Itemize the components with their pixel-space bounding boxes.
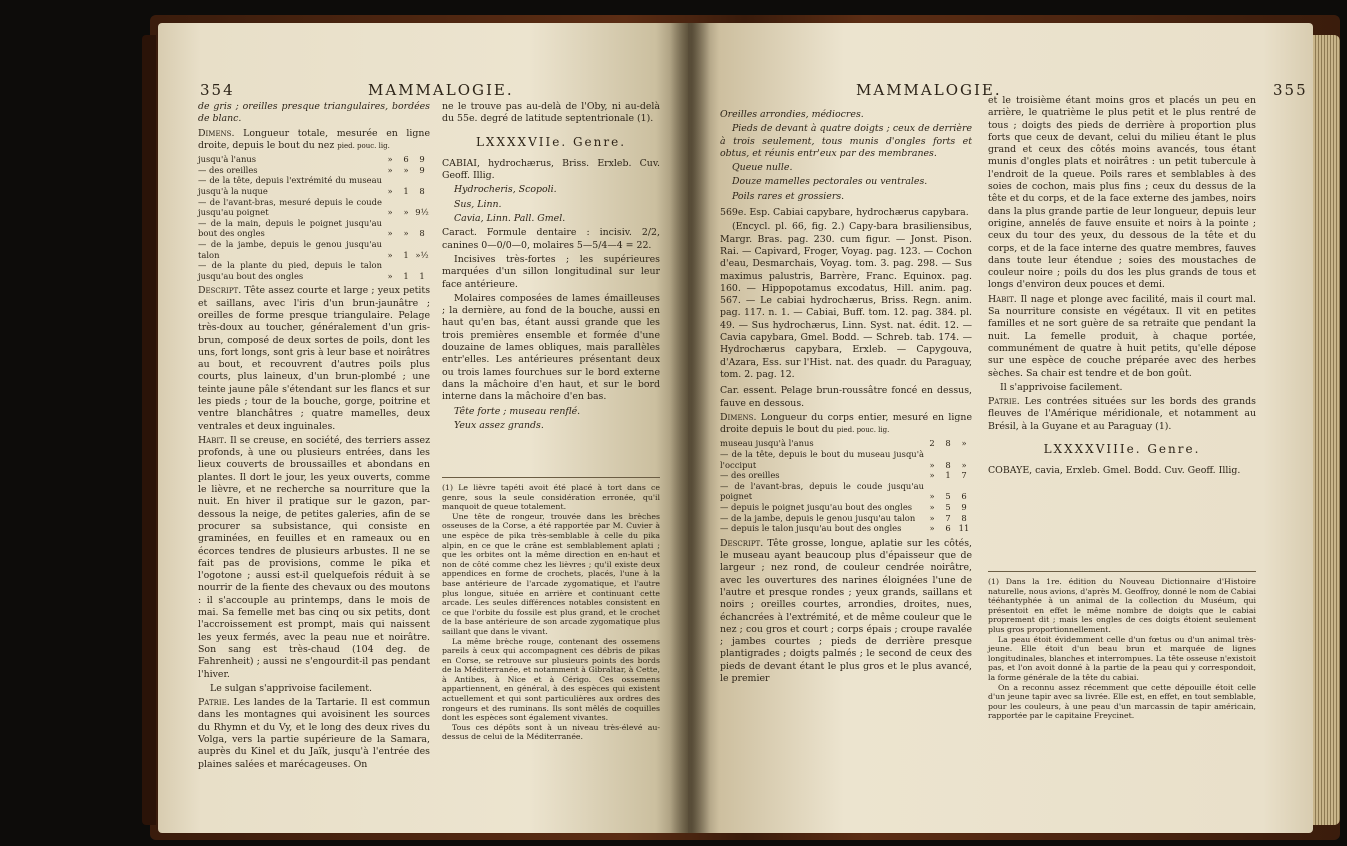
patrie-text: Les landes de la Tartarie. Il est commun dans les montagnes qui avoisinent les sources du Rhymn et du Vy, et le long des deux rives du Volga, vers la partie supérieure de la Samara, auprès du Kinel et du Jaïk, jusqu'à l'entrée des plaines salées et marécageuses. On — [198, 697, 430, 770]
patrie-label: Patrie. — [198, 697, 230, 709]
yeux-text: Yeux assez grands. — [454, 419, 544, 431]
right-footnote — [988, 577, 1256, 721]
mamelles-text: Douze mamelles pectorales ou ventrales. — [732, 176, 928, 188]
intro-text: de gris ; oreilles presque triangulaires, bordées de blanc. — [198, 101, 430, 125]
descript-label: Descript. — [720, 537, 764, 549]
table-row: — de la jambe, depuis le genou jusqu'au talon » 1 »½ — [198, 238, 429, 260]
footnote-paragraph: (1) Dans la 1re. édition du Nouveau Dictionnaire d'Histoire naturelle, nous avions, d'après M. Geoffroy, donné le nom de Cabiai tééhantyphée à un animal de la collection du Muséum, qui présentoit en effet le même nombre de doigts que le cabiai proprement dit ; mais les ongles de ces doigts étoient seulement plus gros proportionnellement. — [988, 577, 1256, 634]
right-page-number: 355 — [1273, 81, 1308, 99]
tame-text: Le sulgan s'apprivoise facilement. — [210, 682, 373, 694]
tame-text: Il s'apprivoise facilement. — [1000, 381, 1123, 393]
genre-title: LXXXXVIIe. Genre. — [475, 134, 627, 149]
open-book — [150, 15, 1340, 840]
table-row: — de la tête, depuis le bout du museau jusqu'à l'occiput » 8 » — [720, 449, 967, 470]
left-page-number: 354 — [200, 81, 235, 99]
right-running-head: MAMMALOGIE. — [856, 81, 1002, 99]
page-edges — [1310, 35, 1340, 825]
pieds-text: Pieds de devant à quatre doigts ; ceux de derrière à trois seulement, tous munis d'ongles forts et obtus, et réunis entr'eux par des membranes. — [720, 123, 972, 159]
gutter-shadow — [670, 23, 710, 833]
synonymy-text: (Encycl. pl. 66, fig. 2.) Capy-bara brasiliensibus, Margr. Bras. pag. 230. cum figur. — Jonst. Pison. Rai. — Capivard, Froger, Voyag. pag. 123. — Cochon d'eau, Desmarchais, Voyag. tom. 3. pag. 298. — Sus maximus palustris, Barrère, Franc. Equinox. pag. 160. — Hippopotamus excodatus, Hill. anim. pag. 567. — Le cabiai hydrochærus, Briss. Regn. anim. pag. 117. n. 1. — Cabiai, Buff. tom. 12. pag. 384. pl. 49. — Sus hydrochærus, Linn. Syst. nat. édit. 12. — Cavia capybara, Gmel. Bodd. — Schreb. tab. 174. — Hydrochærus capybara, Erxleb. — Capygouva, d'Azara, Ess. sur l'Hist. nat. des quadr. du Paraguay, tom. 2. pag. 12. — [720, 221, 972, 380]
continued-text: et le troisième étant moins gros et placés un peu en arrière, le quatrième le plus petit et le plus rentré de tous ; doigts des pieds de derrière à proportion plus forts que ceux de devant, celui du milieu étant le plus grand et ceux des côtés moins avancés, tous étant munis d'ongles plats et noirâtres : un petit tubercule à l'endroit de la queue. Poils rares et semblables à des soies de cochon, mais plus fins ; ceux du dessus de la tête et du corps, et de la face externe des jambes, noirs dans la plus grande partie de leur longueur, depuis leur origine, annelés de fauve ensuite et noirs à la pointe ; ceux du tour des yeux, du dessous de la tête et du corps, et de la face interne des quatre membres, fauves dans toute leur étendue ; soies des moustaches de couleur noire ; poils du dos les plus grands de tous et longs d'environ deux pouces et demi. — [988, 95, 1256, 291]
habit-label: Habit. — [988, 293, 1017, 305]
left-column-1 — [198, 101, 430, 773]
poils-text: Poils rares et grossiers. — [732, 190, 845, 202]
left-footnote — [442, 483, 660, 742]
dental-formula: Caract. Formule dentaire : incisiv. 2/2, canines 0—0/0—0, molaires 5—5/4—4 = 22. — [442, 227, 660, 251]
footnote-rule — [988, 571, 1256, 572]
table-row: — des oreilles » » 9 — [198, 164, 425, 175]
synonym: Cavia, Linn. Pall. Gmel. — [454, 213, 566, 225]
book-spine-edge — [142, 35, 156, 825]
footnote-paragraph: Tous ces dépôts sont à un niveau très-élevé au-dessus de celui de la Méditerranée. — [442, 722, 660, 742]
descript-text: Tête assez courte et large ; yeux petits et saillans, avec l'iris d'un brun-jaunâtre ; oreilles de forme presque triangulaire. Pelage très-doux au toucher, généralement d'un gris-brun, composé de deux sortes de poils, dont les uns, fort longs, sont gris à leur base et noirâtres au bout, et recouvrent d'autres poils plus courts, plus laineux, d'un brun-plombé ; une teinte jaune pâle s'étendant sur les flancs et sur les pieds ; tour de la bouche, gorge, poitrine et ventre blanchâtres ; quatre mamelles, deux ventrales et deux inguinales. — [198, 285, 431, 432]
units-header: pied. pouc. lig. — [836, 426, 890, 435]
synonym: Sus, Linn. — [454, 198, 502, 210]
footnote-paragraph: Une tête de rongeur, trouvée dans les brèches osseuses de la Corse, a été rapportée par M. Cuvier à une espèce de pika très-semblable à celle du pika alpin, en ce que le crâne est semblablement aplati ; que les orbites ont la même direction en en-haut et non de côté comme chez les lièvres ; qu'il existe deux appendices en forme de crochets, placés, l'une à la base antérieure de l'arcade zygomatique, et l'autre plus longue, située en arrière et continuant cette arcade. Les seules différences notables consistent en ce que l'orbite du fossile est plus grand, et le crochet de la base antérieure de son arcade zygomatique plus saillant que dans le vivant. — [442, 511, 660, 636]
left-page — [158, 23, 688, 833]
footnote-paragraph: On a reconnu assez récemment que cette dépouille étoit celle d'un jeune tapir avec sa livrée. Elle est, en effet, en tout semblable, pour les couleurs, à une peau d'un marcassin de tapir américain, rapportée par le capitaine Freycinet. — [988, 682, 1256, 721]
descript-label: Descript. — [198, 285, 242, 297]
dimens-text: Longueur totale, mesurée en ligne droite, depuis le bout du nez — [198, 127, 430, 151]
left-column-2 — [442, 101, 660, 434]
right-page — [688, 23, 1313, 833]
patrie-text: Les contrées situées sur les bords des grands fleuves de l'Amérique méridionale, et notamment au Brésil, à la Guyane et au Paraguay (1). — [988, 396, 1256, 432]
habit-label: Habit. — [198, 434, 227, 446]
synonym: Hydrocheris, Scopoli. — [454, 184, 557, 196]
cabiai-heading: CABIAI, hydrochærus, Briss. Erxleb. Cuv. Geoff. Illig. — [442, 157, 660, 182]
molaires-text: Molaires composées de lames émailleuses ; la dernière, au fond de la bouche, aussi en haut qu'en bas, étant aussi grande que les trois premières ensemble et formée d'une douzaine de lames obliques, mais parallèles entr'elles. Les antérieures présentant deux ou trois lames fourchues sur le bord externe dans la mâchoire d'en haut, et sur le bord interne dans la mâchoire d'en bas. — [442, 292, 660, 403]
species-number: 569e. — [720, 207, 747, 219]
table-row: — de l'avant-bras, depuis le coude jusqu'au poignet » 5 6 — [720, 480, 967, 502]
footnote-paragraph: La peau étoit évidemment celle d'un fœtus ou d'un animal très-jeune. Elle étoit d'un beau brun et marquée de lignes longitudinales, blanches et interrompues. La tête osseuse n'existoit pas, et l'on avoit donné à la partie de la peau qui y correspondoit, la forme générale de la tête du cabiai. — [988, 634, 1256, 682]
dimens-label: Dimens. — [720, 411, 757, 423]
habit-text: Il se creuse, en société, des terriers assez profonds, à une ou plusieurs entrées, dans les lieux couverts de broussailles et abondans en plantes. Il dort le jour, les yeux ouverts, comme le lièvre, et ne recherche sa nourriture que la nuit. En hiver il pratique sur le gazon, par-dessous la neige, de petites galeries, afin de se procurer sa subsistance, qui consiste en graminées, en feuilles et en rameaux ou en écorces tendres de plusieurs arbustes. Il ne se fait pas de provisions, comme le pika et l'ogotone ; aussi est-il quelquefois réduit à se nourrir de la fiente des chevaux ou des moutons : il s'accouple au printemps, dans le mois de mai. Sa femelle met bas cinq ou six petits, dont l'accroissement est prompt, mais qui naissent les yeux fermés, avec la peau nue et noirâtre. Son sang est très-chaud (104 deg. de Fahrenheit) ; aussi ne s'engourdit-il pas pendant l'hiver. — [198, 434, 431, 680]
incisives-text: Incisives très-fortes ; les supérieures marquées d'un sillon longitudinal sur leur face antérieure. — [442, 253, 660, 290]
cobaye-heading: COBAYE, cavia, Erxleb. Gmel. Bodd. Cuv. Geoff. Illig. — [988, 465, 1241, 477]
genre-title: LXXXXVIIIe. Genre. — [1043, 442, 1201, 457]
continued-text: ne le trouve pas au-delà de l'Oby, ni au-delà du 55e. degré de latitude septentrionale (1). — [442, 101, 660, 125]
patrie-label: Patrie. — [988, 396, 1020, 408]
table-row: jusqu'à l'anus » 6 9 — [198, 154, 425, 165]
table-row: — de l'avant-bras, mesuré depuis le coude jusqu'au poignet » » 9½ — [198, 196, 429, 218]
queue-text: Queue nulle. — [732, 162, 793, 174]
oreilles-text: Oreilles arrondies, médiocres. — [720, 109, 864, 120]
table-row: — depuis le poignet jusqu'au bout des ongles » 5 9 — [720, 501, 967, 512]
tete-text: Tête forte ; museau renflé. — [454, 405, 581, 417]
measurements-table — [720, 438, 972, 533]
descript-text: Tête grosse, longue, aplatie sur les côtés, le museau ayant beaucoup plus d'épaisseur que de largeur ; nez rond, de couleur cendrée noirâtre, avec les ouvertures des narines éloignées l'une de l'autre et presque rondes ; yeux grands, saillans et noirs ; oreilles courtes, arrondies, droites, nues, échancrées à l'extrémité, et de même couleur que le nez ; cou gros et court ; corps épais ; croupe ravalée ; jambes courtes ; pieds de derrière presque plantigrades ; doigts palmés ; le second de ceux des pieds de devant étant le plus gros et le plus avancé, le premier — [720, 537, 973, 685]
measurements-table — [198, 154, 430, 281]
dimens-text: Longueur du corps entier, mesuré en ligne droite depuis le bout du — [720, 411, 972, 436]
dimens-label: Dimens. — [198, 127, 235, 139]
table-row: — de la tête, depuis l'extrémité du museau jusqu'à la nuque » 1 8 — [198, 175, 425, 196]
habit-text: Il nage et plonge avec facilité, mais il court mal. Sa nourriture consiste en végétaux. Il vit en petites familles et ne sort guère de sa retraite que pendant la nuit. La femelle produit, à chaque portée, communément de quatre à huit petits, qu'elle dépose sur une espèce de couche préparée avec des herbes sèches. Sa chair est tendre et de bon goût. — [988, 293, 1256, 379]
car-essent-text: Car. essent. Pelage brun-roussâtre foncé en dessus, fauve en dessous. — [720, 385, 972, 409]
units-header: pied. pouc. lig. — [337, 141, 390, 150]
table-row: — des oreilles » 1 7 — [720, 470, 967, 481]
footnote-paragraph: (1) Le lièvre tapéti avoit été placé à tort dans ce genre, sous la seule considération erronée, qu'il manquoit de queue totalement. — [442, 483, 660, 512]
table-row: — de la jambe, depuis le genou jusqu'au talon » 7 8 — [720, 512, 967, 523]
footnote-rule — [442, 477, 660, 478]
right-column-1 — [720, 109, 972, 687]
right-column-2 — [988, 95, 1256, 480]
species-heading: Esp. Cabiai capybare, hydrochærus capybara. — [749, 207, 969, 219]
table-row: museau jusqu'à l'anus 2 8 » — [720, 438, 967, 449]
table-row: — de la main, depuis le poignet jusqu'au bout des ongles » » 8 — [198, 217, 425, 239]
table-row: — depuis le talon jusqu'au bout des ongles » 6 11 — [720, 523, 970, 534]
left-running-head: MAMMALOGIE. — [368, 81, 514, 99]
table-row: — de la plante du pied, depuis le talon jusqu'au bout des ongles » 1 1 — [198, 260, 425, 281]
footnote-paragraph: La même brèche rouge, contenant des ossemens pareils à ceux qui accompagnent ces débris de pikas en Corse, se retrouve sur plusieurs points des bords de la Méditerranée, et notamment à Gibraltar, à Cette, à Antibes, à Nice et à Cérigo. Ces ossemens appartiennent, en général, à des espèces qui existent actuellement et qui sont particulières aux ordres des rongeurs et des ruminans. Ils sont mêlés de coquilles dont les espèces sont également vivantes. — [442, 636, 660, 723]
